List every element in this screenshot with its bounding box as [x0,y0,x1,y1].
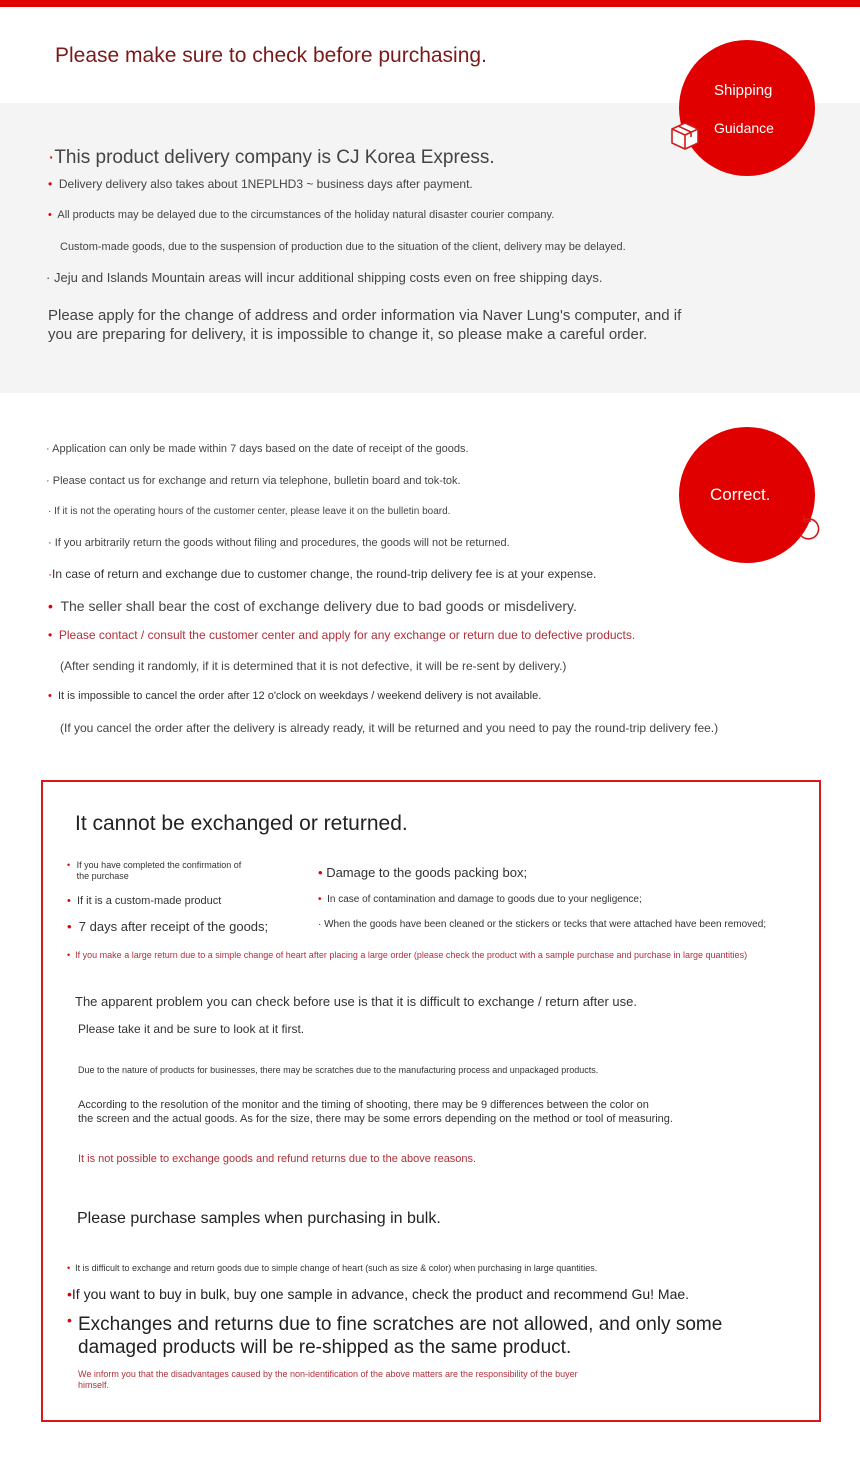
return-item-2: · Please contact us for exchange and return via telephone, bulletin board and tok-tok. [46,475,461,487]
fine-scratch-line-1: Exchanges and returns due to fine scratches are not allowed, and only some [78,1314,723,1335]
return-item-7: • Please contact / consult the customer center and apply for any exchange or return due to defective products. [48,628,636,642]
return-item-4: · If you arbitrarily return the goods without filing and procedures, the goods will not be returned. [48,537,510,549]
return-item-5: ·In case of return and exchange due to customer change, the round-trip delivery fee is at your expense. [48,567,597,581]
fine-scratch-bullet: • [67,1312,72,1328]
badge-line-2: Guidance [714,120,774,136]
inform-line-1: We inform you that the disadvantages caused by the non-identification of the above matters are the responsibility of the buyer [78,1369,578,1379]
no-exchange-title: It cannot be exchanged or returned. [75,812,408,835]
look-first: Please take it and be sure to look at it first. [78,1022,305,1036]
no-exchange-left-3: • 7 days after receipt of the goods; [67,919,269,934]
return-item-6: • The seller shall bear the cost of exchange delivery due to bad goods or misdelivery. [48,598,577,614]
shipping-guidance-badge [679,40,815,176]
page-title: Please make sure to check before purchasing. [55,44,487,67]
inform-line-2: himself. [78,1380,110,1390]
return-item-1: · Application can only be made within 7 days based on the date of receipt of the goods. [46,443,469,455]
return-arrow-icon [794,512,824,544]
address-change-line-1: Please apply for the change of address and order information via Naver Lung's computer, and if [48,307,682,324]
no-exchange-left-1: • If you have completed the confirmation of the purchase [67,860,242,881]
shipping-company: ·This product delivery company is CJ Korea Express. [48,147,495,168]
shipping-item-2: • All products may be delayed due to the circumstances of the holiday natural disaster courier company. [48,209,555,221]
shipping-item-1: • Delivery delivery also takes about 1NEPLHD3 ~ business days after payment. [48,177,473,191]
address-change-line-2: you are preparing for delivery, it is impossible to change it, so please make a careful order. [48,326,648,343]
no-exchange-right-3: · When the goods have been cleaned or the stickers or tecks that were attached have been removed; [318,919,767,930]
difficult-note: • It is difficult to exchange and return goods due to simple change of heart (such as size & color) when purchasing in large quantities. [67,1263,598,1273]
business-nature-note: Due to the nature of products for businesses, there may be scratches due to the manufacturing process and unpackaged products. [78,1065,599,1075]
monitor-note-line-2: the screen and the actual goods. As for the size, there may be some errors depending on the method or tool of measuring. [78,1113,673,1125]
package-icon [668,120,702,152]
shipping-item-4: · Jeju and Islands Mountain areas will incur additional shipping costs even on free shipping days. [46,270,603,285]
not-possible-note: It is not possible to exchange goods and refund returns due to the above reasons. [78,1153,477,1165]
bulk-return-note: • If you make a large return due to a simple change of heart after placing a large order (please check the product with a sample purchase and purchase in large quantities) [67,950,748,960]
apparent-problem: The apparent problem you can check before use is that it is difficult to exchange / return after use. [75,994,637,1009]
no-exchange-right-2: • In case of contamination and damage to goods due to your negligence; [318,894,642,905]
return-item-10: (If you cancel the order after the delivery is already ready, it will be returned and you need to pay the round-trip delivery fee.) [60,721,719,735]
top-accent-bar [0,0,860,7]
no-exchange-left-2: • If it is a custom-made product [67,895,222,907]
no-exchange-right-1: • Damage to the goods packing box; [318,865,528,880]
return-item-3: · If it is not the operating hours of the customer center, please leave it on the bulletin board. [48,506,451,517]
fine-scratch-line-2: damaged products will be re-shipped as the same product. [78,1337,572,1358]
return-item-8: (After sending it randomly, if it is determined that it is not defective, it will be re-sent by delivery.) [60,659,567,673]
samples-title: Please purchase samples when purchasing in bulk. [77,1210,441,1227]
monitor-note-line-1: According to the resolution of the monitor and the timing of shooting, there may be 9 differences between the color on [78,1099,649,1111]
return-item-9: • It is impossible to cancel the order after 12 o'clock on weekdays / weekend delivery is not available. [48,690,542,702]
correct-badge-label: Correct. [710,485,771,504]
shipping-item-3: Custom-made goods, due to the suspension of production due to the situation of the client, delivery may be delayed. [60,241,626,253]
buy-bulk-note: •If you want to buy in bulk, buy one sample in advance, check the product and recommend Gu! Mae. [67,1286,690,1302]
bullet: · [48,147,55,168]
badge-line-1: Shipping [714,82,773,99]
